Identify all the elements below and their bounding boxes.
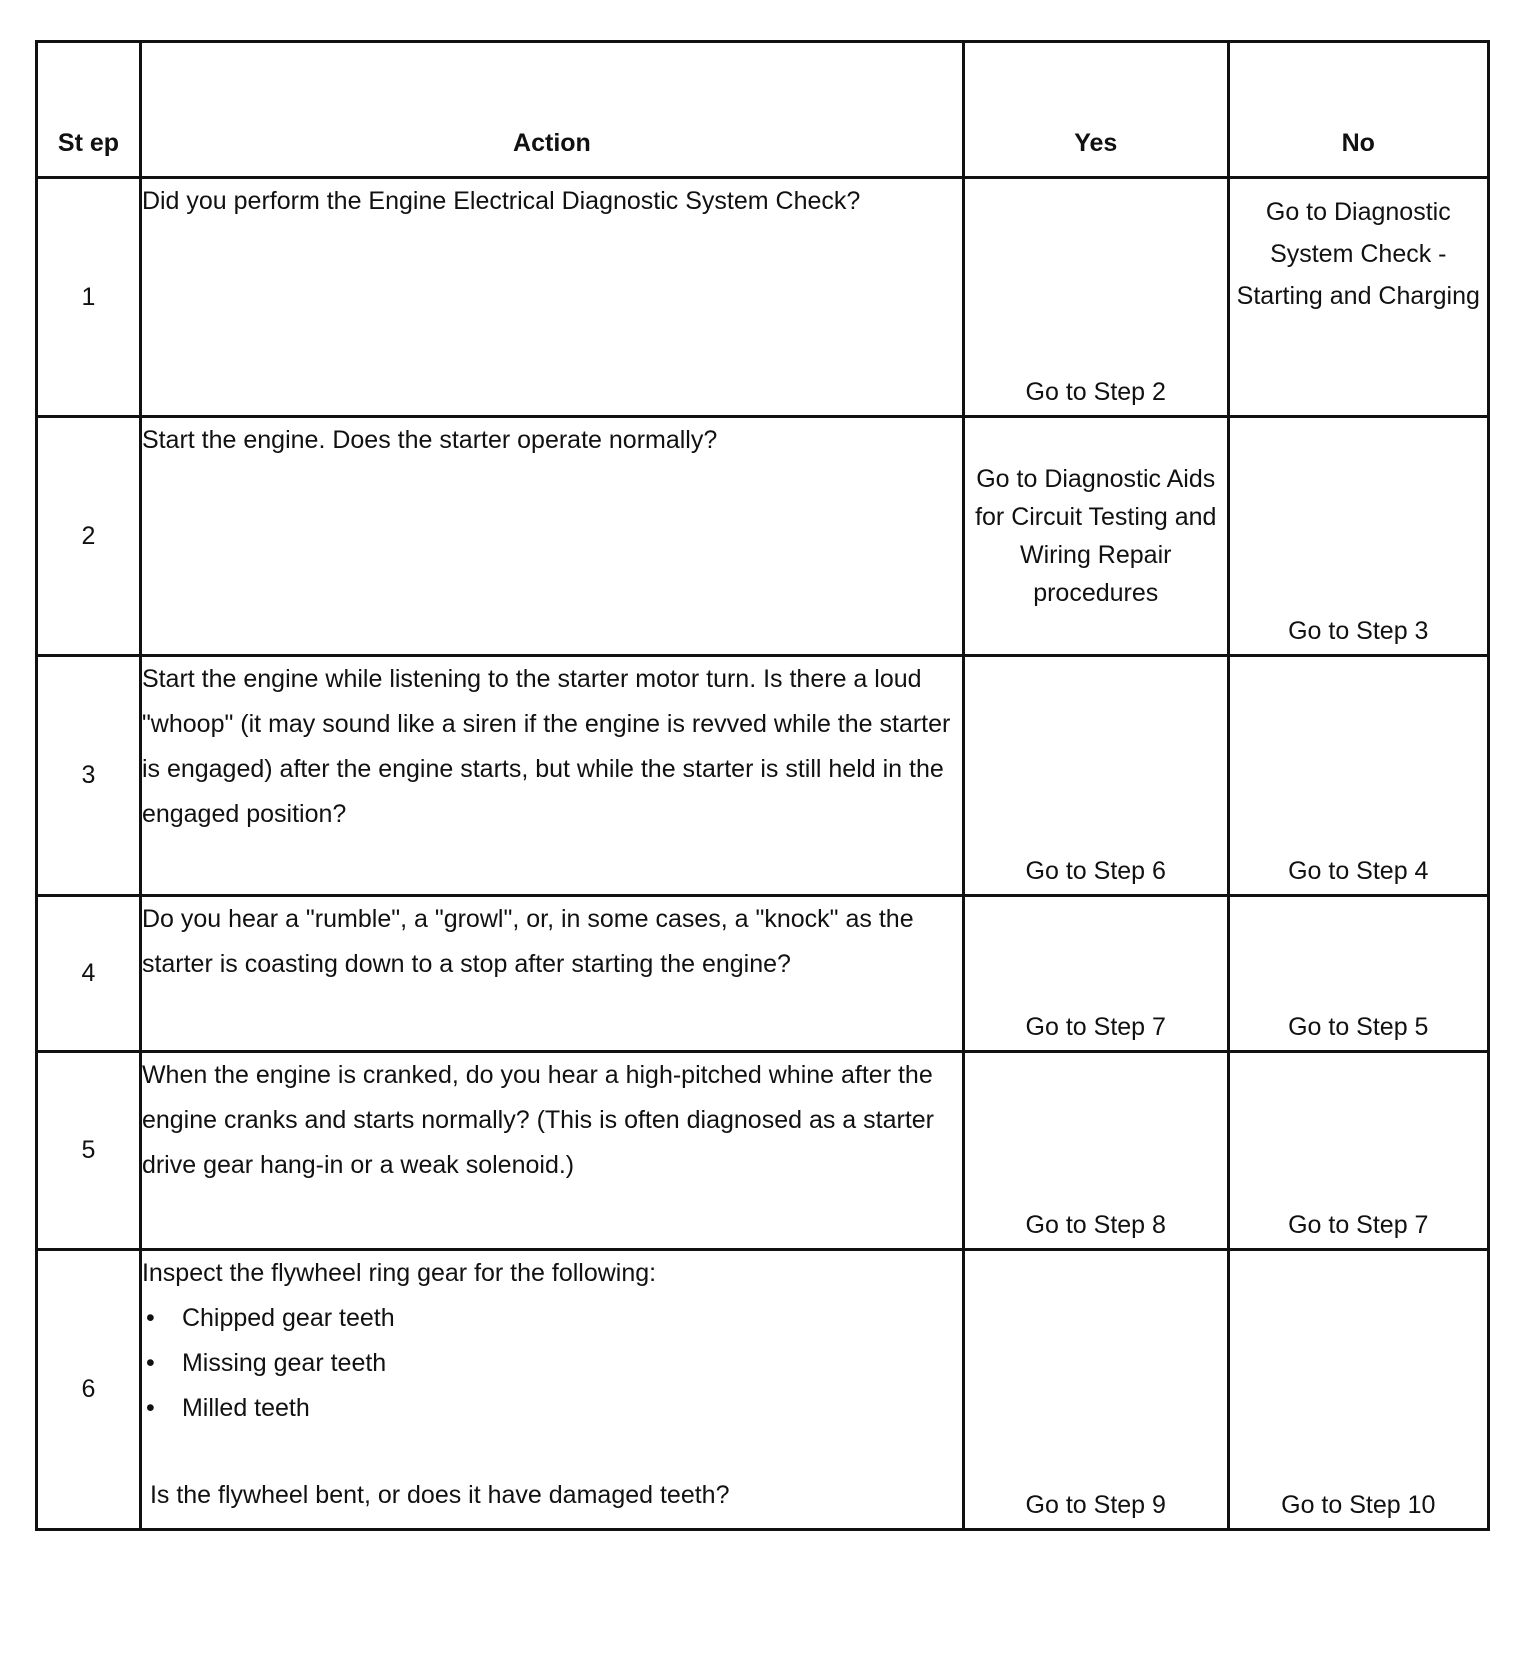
header-no: No bbox=[1228, 42, 1488, 178]
action-text: Start the engine. Does the starter operate normally? bbox=[140, 417, 963, 656]
yes-result: Go to Step 2 bbox=[963, 178, 1228, 417]
no-result: Go to Diagnostic System Check - Starting and Charging bbox=[1228, 178, 1488, 417]
header-step: St ep bbox=[37, 42, 141, 178]
action-cell bbox=[140, 1250, 963, 1530]
step-number: 2 bbox=[37, 417, 141, 656]
yes-result: Go to Step 6 bbox=[963, 656, 1228, 896]
no-result: Go to Step 10 bbox=[1228, 1250, 1488, 1530]
list-item: • Milled teeth bbox=[142, 1386, 962, 1431]
action-text: Start the engine while listening to the starter motor turn. Is there a loud "whoop" (it may sound like a siren if the engine is revved while the starter is engaged) after the engine starts, but while the starter is still held in the engaged position? bbox=[140, 656, 963, 896]
table-row bbox=[37, 417, 1489, 656]
header-row bbox=[37, 42, 1489, 178]
action-question: Is the flywheel bent, or does it have damaged teeth? bbox=[149, 1481, 730, 1509]
no-result: Go to Step 5 bbox=[1228, 896, 1488, 1052]
yes-result: Go to Step 8 bbox=[963, 1052, 1228, 1250]
step-number: 1 bbox=[37, 178, 141, 417]
action-intro: Inspect the flywheel ring gear for the following: bbox=[141, 1259, 657, 1287]
action-text: Did you perform the Engine Electrical Diagnostic System Check? bbox=[140, 178, 963, 417]
step-number: 5 bbox=[37, 1052, 141, 1250]
yes-result: Go to Diagnostic Aids for Circuit Testing and Wiring Repair procedures bbox=[975, 465, 1217, 607]
list-item: • Chipped gear teeth bbox=[142, 1296, 962, 1341]
table-row bbox=[37, 656, 1489, 896]
header-yes: Yes bbox=[963, 42, 1228, 178]
table-row bbox=[37, 178, 1489, 417]
table-row bbox=[37, 1250, 1489, 1530]
header-action: Action bbox=[140, 42, 963, 178]
table-row bbox=[37, 1052, 1489, 1250]
damage-list bbox=[142, 1296, 962, 1431]
list-item: • Missing gear teeth bbox=[142, 1341, 962, 1386]
diagnostic-table bbox=[35, 40, 1490, 1531]
step-number: 6 bbox=[37, 1250, 141, 1530]
step-number: 4 bbox=[37, 896, 141, 1052]
yes-result: Go to Step 7 bbox=[963, 896, 1228, 1052]
yes-result: Go to Step 9 bbox=[963, 1250, 1228, 1530]
action-text: When the engine is cranked, do you hear a high-pitched whine after the engine cranks and starts normally? (This is often diagnosed as a starter drive gear hang-in or a weak solenoid.) bbox=[140, 1052, 963, 1250]
no-result: Go to Step 3 bbox=[1228, 417, 1488, 656]
step-number: 3 bbox=[37, 656, 141, 896]
table-row bbox=[37, 896, 1489, 1052]
no-result: Go to Step 4 bbox=[1228, 656, 1488, 896]
action-text: Do you hear a "rumble", a "growl", or, in some cases, a "knock" as the starter is coasting down to a stop after starting the engine? bbox=[140, 896, 963, 1052]
no-result: Go to Step 7 bbox=[1228, 1052, 1488, 1250]
